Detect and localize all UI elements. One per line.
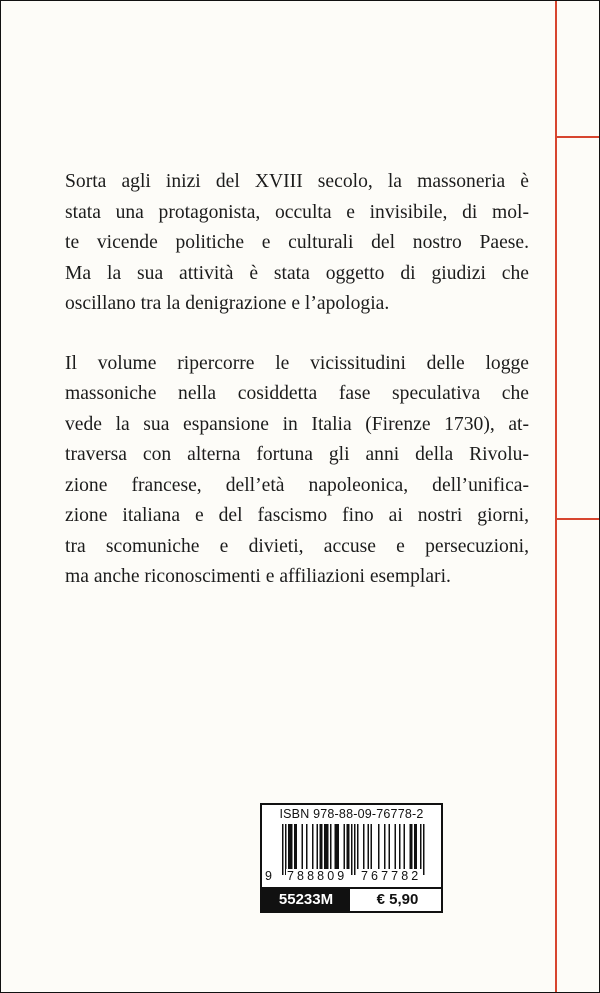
ean-digits [264,869,439,883]
barcode-bar [320,824,323,869]
spine-line [555,1,557,992]
blurb-line: massoniche nella cosiddetta fase speculativa che [65,383,529,404]
blurb-line: ma anche riconoscimenti e affiliazioni esemplari. [65,566,451,587]
barcode-bar [324,824,329,869]
barcode-bar [414,824,417,869]
barcode-bar [368,824,370,869]
blurb-line: zione italiana e del fascismo fino ai nostri giorni, [65,505,529,526]
barcode-bar [354,824,356,875]
ean-left-digits: 788809 [287,869,348,883]
blurb-text [65,167,529,622]
barcode-bar [330,824,332,869]
blurb-line: te vicende politiche e culturali del nostro Paese. [65,232,529,253]
barcode-label [260,803,443,913]
barcode-bar [410,824,413,869]
barcode-bar [363,824,365,869]
barcode-bar [420,824,422,875]
barcode-bar [384,824,386,869]
blurb-paragraph-1 [65,167,529,320]
ean-right-digits: 767782 [361,869,422,883]
barcode-bar [357,824,359,869]
spine-tick-top [555,136,599,138]
barcode-bar [371,824,373,869]
product-code: 55233M [262,889,350,911]
barcode-bar [399,824,401,869]
barcode-bar [282,824,284,875]
barcode-bar [423,824,425,875]
blurb-line: oscillano tra la denigrazione e l’apologia. [65,293,390,314]
barcode-bar [294,824,297,869]
blurb-line: zione francese, dell’età napoleonica, dell’unifica- [65,474,529,496]
blurb-line: tra scomuniche e divieti, accuse e persecuzioni, [65,535,529,557]
barcode-bar [312,824,314,869]
ean-first-digit: 9 [265,869,272,883]
blurb-line: Il volume ripercorre le vicissitudini delle logge [65,352,529,374]
blurb-line: vede la sua espansione in Italia (Firenze 1730), at- [65,413,529,435]
blurb-line: stata una protagonista, occulta e invisibile, di mol- [65,201,529,223]
barcode-bar [404,824,406,869]
price: € 5,90 [376,891,419,908]
blurb-line: Ma la sua attività è stata oggetto di giudizi che [65,262,529,284]
barcode-bar [302,824,304,869]
blurb-line: Sorta agli inizi del XVIII secolo, la massoneria è [65,171,529,192]
barcode-bars [271,824,436,875]
barcode-bar [317,824,319,869]
barcode-bar [288,824,293,869]
barcode-bar [347,824,350,869]
barcode-bar [351,824,353,875]
isbn-number: ISBN 978-88-09-76778-2 [279,807,424,821]
barcode-bar [389,824,391,869]
blurb-line: traversa con alterna fortuna gli anni della Rivolu- [65,444,529,465]
barcode-bar [306,824,308,869]
barcode-bar [378,824,380,869]
barcode-bar [344,824,346,869]
barcode-bar [335,824,340,869]
barcode-bar [395,824,397,869]
barcode-bar [285,824,287,875]
spine-tick-bottom [555,518,599,520]
blurb-paragraph-2 [65,349,529,593]
code-price-row [262,887,441,913]
